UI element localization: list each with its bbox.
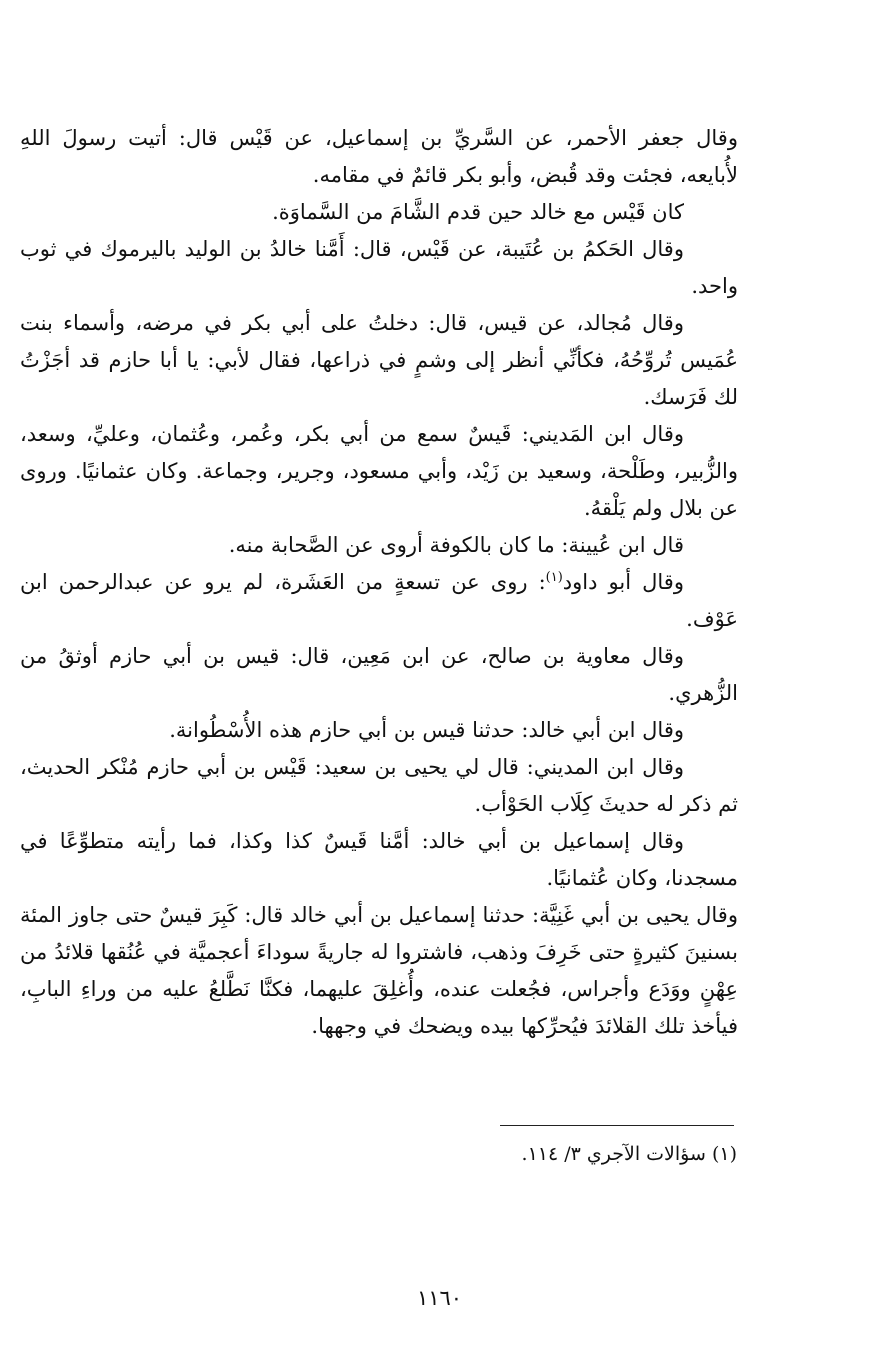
page-number: ١١٦٠	[416, 1286, 463, 1310]
paragraph-muawiya: وقال معاوية بن صالح، عن ابن مَعِين، قال: قيس بن أبي حازم أوثقُ من الزُّهري.	[20, 644, 738, 705]
abu-dawud-text-rest: : روى عن تسعةٍ من العَشَرة، لم يرو عن عبدالرحمن ابن عَوْف.	[20, 570, 738, 631]
paragraph-mujalid: وقال مُجالد، عن قيس، قال: دخلتُ على أبي بكر في مرضه، وأسماء بنت عُمَيس تُروِّحُهُ، فكأنِّي أنظر إلى وشمٍ في ذراعها، فقال لأبي: يا أبا حازم قد أجَزْتُ لك فَرَسك.	[20, 311, 738, 409]
footnote-reference: (١)	[545, 570, 563, 585]
footnote	[300, 1143, 737, 1165]
paragraph-ibn-abi-khalid: وقال ابن أبي خالد: حدثنا قيس بن أبي حازم هذه الأُسْطُوانة.	[169, 718, 684, 742]
footnote-marker: (١)	[711, 1143, 737, 1165]
paragraph-ibn-madini-yahya: وقال ابن المديني: قال لي يحيى بن سعيد: قَيْس بن أبي حازم مُنْكر الحديث، ثم ذكر له حديثَ كِلَاب الحَوْأب.	[20, 755, 738, 816]
paragraph-jafar: وقال جعفر الأحمر، عن السَّريِّ بن إسماعيل، عن قَيْس قال: أتيت رسولَ اللهِ لأُبايعه، فجئت وقد قُبض، وأبو بكر قائمٌ في مقامه.	[20, 126, 738, 187]
paragraph-ismail: وقال إسماعيل بن أبي خالد: أمَّنا قَيسٌ كذا وكذا، فما رأيته متطوِّعًا في مسجدنا، وكان عُثمانيًا.	[20, 829, 738, 890]
abu-dawud-text: وقال أبو داود	[562, 570, 684, 594]
page-body	[20, 120, 738, 1045]
footnote-text: سؤالات الآجري ٣/ ١١٤.	[521, 1143, 706, 1165]
paragraph-hakam: وقال الحَكمُ بن عُتَيبة، عن قَيْس، قال: أَمَّنا خالدُ بن الوليد باليرموك في ثوب واحد.	[20, 237, 738, 298]
paragraph-ibn-madini: وقال ابن المَديني: قَيسٌ سمع من أبي بكر، وعُمر، وعُثمان، وعليِّ، وسعد، والزُّبير، وطَلْحة، وسعيد بن زَيْد، وأبي مسعود، وجرير، وجماعة. وكان عثمانيًا. وروى عن بلال ولم يَلْقهُ.	[20, 422, 738, 520]
footnote-divider	[500, 1125, 734, 1126]
paragraph-ibn-uyayna: قال ابن عُيينة: ما كان بالكوفة أروى عن الصَّحابة منه.	[228, 533, 684, 557]
paragraph-yahya-ghaniyya: وقال يحيى بن أبي غَنِيَّة: حدثنا إسماعيل بن أبي خالد قال: كَبِرَ قيسٌ حتى جاوز المئة بسنينَ كثيرةٍ حتى خَرِفَ وذهب، فاشتروا له جاريةً سوداءَ أعجميَّة في عُنُقها قلائدُ من عِهْنٍ ووَدَع وأجراس، فجُعلت عنده، وأُغلِقَ عليهما، فكنَّا نَطَّلعُ عليه من وراءِ البابِ، فيأخذ تلك القلائدَ فيُحرِّكها بيده ويضحك في وجهها.	[20, 903, 738, 1038]
paragraph-qays-khalid: كان قَيْس مع خالد حين قدم الشَّامَ من السَّماوَة.	[272, 200, 684, 224]
paragraph-abu-dawud	[20, 564, 738, 638]
